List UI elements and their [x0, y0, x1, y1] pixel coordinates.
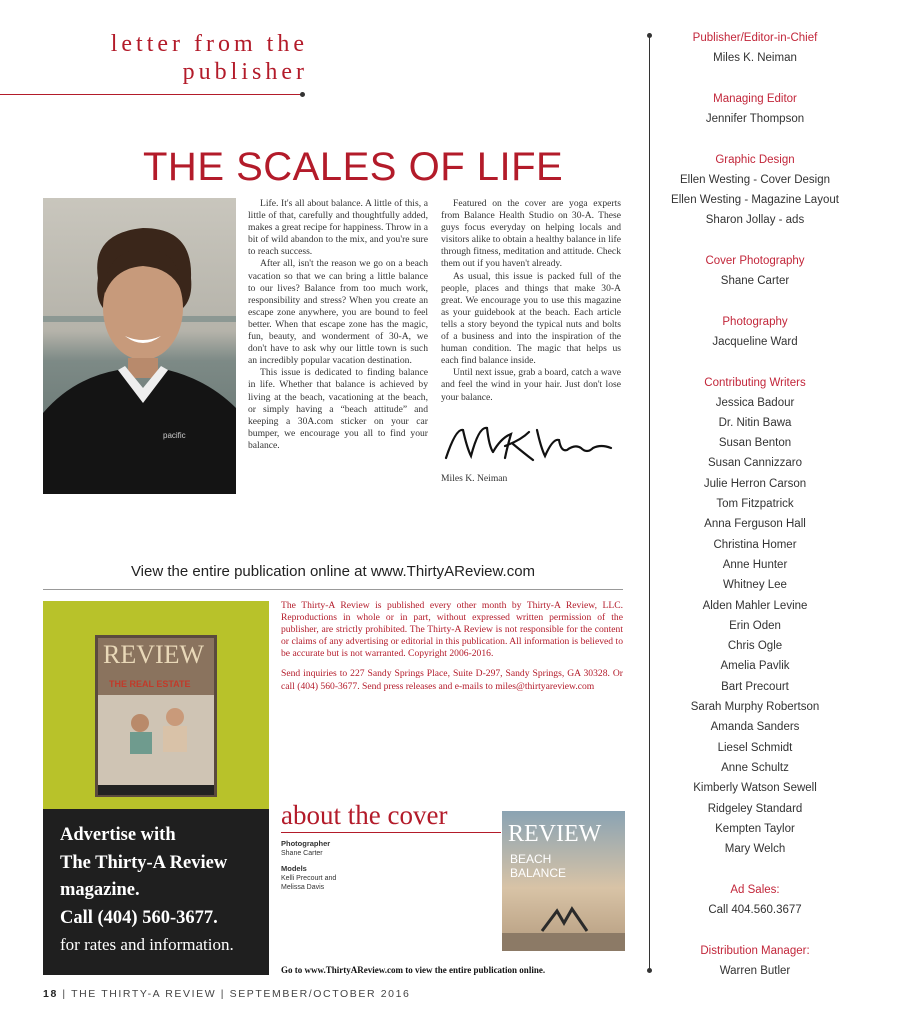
masthead-name: Susan Benton — [718, 437, 792, 450]
credit-value: Kelli Precourt and — [281, 875, 337, 882]
paragraph: Featured on the cover are yoga experts from Balance Health Studio on 30-A. These guys focus everyday on helping locals and visitors alike to obtain a healthy balance in life through fitness, meditation and attitude. Check them out if you haven't already. — [441, 198, 621, 270]
credit-value: Melissa Davis — [281, 884, 325, 891]
ad-cover-brand: REVIEW — [103, 640, 205, 669]
credit-value: Shane Carter — [281, 850, 323, 857]
kicker-line-2: publisher — [182, 59, 308, 85]
masthead-name: Call 404.560.3677 — [708, 903, 802, 916]
page-footer — [43, 988, 410, 1000]
masthead-role: Cover Photography — [705, 254, 805, 267]
masthead-name: Sharon Jollay - ads — [705, 214, 805, 227]
masthead-name: Mary Welch — [724, 843, 786, 856]
divider — [43, 589, 623, 590]
online-cta[interactable]: Go to www.ThirtyAReview.com to view the entire publication online. — [281, 965, 546, 975]
masthead-divider-dot — [647, 33, 652, 38]
publisher-photo — [43, 198, 236, 494]
cover-tagline-2: BALANCE — [510, 866, 567, 880]
paragraph: This issue is dedicated to finding balance in life. Whether that balance is achieved by living at the beach, vacationing at the beach, or simply having a “beach attitude” and keeping a 30A.com sticker on your car bumper, we encourage you all to find your balance. — [248, 367, 428, 451]
ad-line: The Thirty-A Review — [60, 852, 228, 873]
paragraph: Until next issue, grab a board, catch a wave and feel the wind in your hair. Just don't lose your balance. — [441, 367, 621, 403]
footer-text: THE THIRTY-A REVIEW | SEPTEMBER/OCTOBER 2016 — [71, 988, 411, 1000]
copyright-notice: The Thirty-A Review is published every other month by Thirty-A Review, LLC. Reproductions in whole or in part, without expressed written permission of the publisher, are strictly prohibited. The Thirty-A Review is not responsible for the content or claims of any advertising or editorial in this publication. All information is believed to be accurate but is not warranted. Copyright 2006-2016. — [281, 600, 623, 660]
credit-label: Photographer — [281, 839, 331, 848]
contact-info: Send inquiries to 227 Sandy Springs Place, Suite D-297, Sandy Springs, GA 30328. Or call (404) 560-3677. Send press releases and e-mails to miles@thirtyareview.com — [281, 668, 623, 692]
publication-notice — [281, 600, 623, 701]
masthead-name: Ridgeley Standard — [707, 802, 803, 815]
masthead-name: Chris Ogle — [727, 640, 783, 653]
paragraph: Life. It's all about balance. A little of this, a little of that, carefully and thoughtfully added, makes a great recipe for happiness. Throw in a bit of wild abandon to the mix, and you're sure to reach success. — [248, 198, 428, 258]
masthead-name: Ellen Westing - Magazine Layout — [671, 193, 839, 206]
masthead-name: Christina Homer — [713, 538, 797, 551]
kicker-line-1: letter from the — [110, 31, 308, 57]
masthead-name: Jessica Badour — [715, 396, 795, 409]
masthead-name: Miles K. Neiman — [713, 52, 797, 64]
masthead-name: Shane Carter — [720, 274, 790, 287]
section-kicker — [0, 30, 308, 86]
masthead-section — [655, 150, 855, 231]
masthead-divider — [649, 34, 650, 972]
ad-phone: Call (404) 560-3677. — [60, 907, 218, 928]
ad-copy — [60, 822, 260, 932]
signature-name: Miles K. Neiman — [441, 473, 508, 484]
masthead-name: Warren Butler — [719, 964, 791, 977]
cover-brand: REVIEW — [508, 821, 602, 847]
online-publication-link[interactable]: View the entire publication online at www.ThirtyAReview.com — [130, 563, 536, 580]
footer-separator: | — [62, 988, 72, 1000]
masthead-name: Alden Mahler Levine — [702, 599, 808, 612]
masthead-name: Amelia Pavlik — [720, 660, 790, 673]
masthead-section — [655, 941, 855, 981]
masthead-section — [655, 28, 855, 68]
ad-cover-tagline: THE REAL ESTATE — [109, 679, 191, 689]
masthead-role: Photography — [722, 315, 788, 328]
masthead-name: Bart Precourt — [721, 680, 789, 693]
masthead-name: Tom Fitzpatrick — [716, 498, 794, 511]
masthead-role: Contributing Writers — [704, 376, 806, 389]
handwritten-signature — [441, 418, 621, 468]
masthead-section — [655, 373, 855, 860]
about-cover-heading: about the cover — [281, 800, 448, 830]
masthead-name: Anna Ferguson Hall — [704, 518, 806, 531]
masthead-divider-dot — [647, 968, 652, 973]
cover-credits — [281, 839, 401, 892]
masthead-name: Kimberly Watson Sewell — [693, 782, 817, 795]
masthead-name: Kempten Taylor — [715, 822, 795, 835]
svg-text:pacific: pacific — [163, 431, 186, 440]
masthead-name: Jacqueline Ward — [712, 335, 798, 348]
current-cover-image — [502, 811, 625, 951]
kicker-divider-dot — [300, 92, 305, 97]
masthead-role: Distribution Manager: — [700, 944, 810, 957]
ad-line: Advertise with — [60, 825, 176, 845]
masthead-section — [655, 251, 855, 291]
masthead-section — [655, 312, 855, 352]
masthead-name: Whitney Lee — [723, 579, 787, 592]
kicker-divider — [0, 94, 302, 95]
paragraph: As usual, this issue is packed full of the people, places and things that make 30-A great. We encourage you to use this magazine as your guidebook at the beach. Each article tells a story beyond the typical nuts and bolts of a business and into the inspiration of the human condition. The magic that helps us each find balance inside. — [441, 270, 621, 367]
masthead-name: Liesel Schmidt — [717, 741, 793, 754]
masthead-name: Dr. Nitin Bawa — [718, 416, 792, 429]
about-cover-divider — [281, 832, 501, 833]
ad-magazine-cover-image — [95, 635, 217, 797]
masthead-role: Graphic Design — [715, 153, 795, 166]
page-number: 18 — [43, 988, 58, 1000]
masthead-name: Amanda Sanders — [710, 721, 800, 734]
masthead-name: Erin Oden — [729, 619, 781, 632]
masthead-name: Anne Schultz — [721, 761, 789, 774]
masthead-name: Ellen Westing - Cover Design — [680, 173, 830, 186]
masthead-role: Managing Editor — [713, 92, 797, 105]
paragraph: After all, isn't the reason we go on a beach vacation so that we can bring a little balance to our lives? Balance from too much work, responsibility and stress? When you create an escape zone anywhere, you are bound to feel better. When that escape zone has the magic, fun, beauty, and wonderment of 30-A, we don't have to ask why our little town is such an incredibly popular vacation destination. — [248, 258, 428, 367]
article-headline: THE SCALES OF LIFE — [143, 145, 564, 189]
credit-label: Models — [281, 864, 307, 873]
masthead-name: Julie Herron Carson — [703, 477, 807, 490]
letter-column-2 — [441, 198, 621, 404]
masthead — [655, 28, 855, 1002]
cover-tagline-1: BEACH — [510, 852, 552, 866]
masthead-name: Susan Cannizzaro — [708, 457, 802, 470]
masthead-role: Publisher/Editor-in-Chief — [692, 32, 818, 44]
ad-line: for rates and information. — [60, 935, 234, 954]
letter-column-1 — [248, 198, 428, 452]
masthead-name: Sarah Murphy Robertson — [690, 701, 820, 714]
masthead-section — [655, 880, 855, 920]
masthead-name: Anne Hunter — [722, 558, 788, 571]
masthead-section — [655, 89, 855, 129]
masthead-name: Jennifer Thompson — [705, 112, 805, 125]
masthead-role: Ad Sales: — [730, 883, 780, 896]
ad-line: magazine. — [60, 880, 140, 900]
